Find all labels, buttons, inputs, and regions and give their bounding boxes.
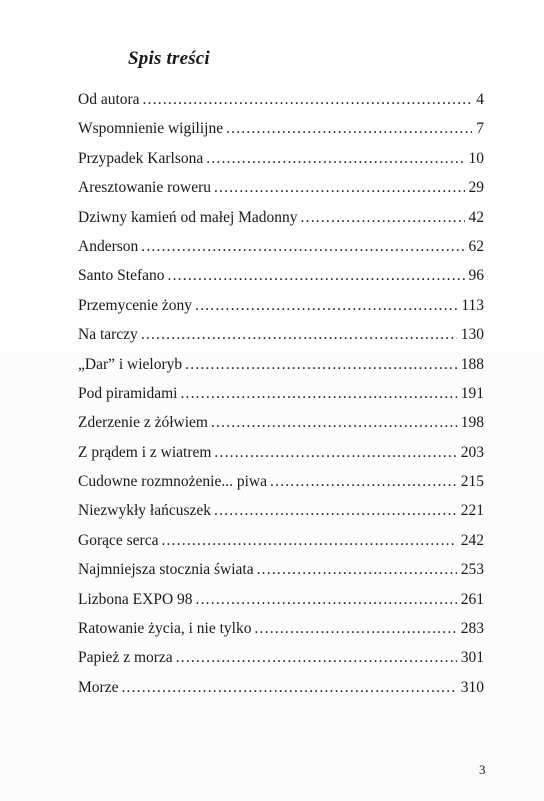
toc-entry-page: 242 <box>460 531 484 549</box>
toc-entry-title: Morze <box>78 678 119 696</box>
toc-entry-page: 42 <box>468 208 484 226</box>
toc-entry-page: 10 <box>468 149 484 167</box>
toc-entry-title: Najmniejsza stocznia świata <box>78 561 254 579</box>
toc-entry-title: Niezwykły łańcuszek <box>78 502 211 520</box>
toc-entry-title: Zderzenie z żółwiem <box>78 414 208 432</box>
toc-entry <box>78 173 484 202</box>
dot-leader <box>206 144 464 173</box>
dot-leader <box>254 614 456 643</box>
dot-leader <box>121 673 456 702</box>
toc-entry-page: 130 <box>460 326 484 344</box>
toc-entry <box>78 261 484 290</box>
toc-entry <box>78 614 484 643</box>
toc-entry <box>78 438 484 467</box>
toc-entry <box>78 232 484 261</box>
page-number: 3 <box>479 762 486 777</box>
toc-entry-title: Dziwny kamień od małej Madonny <box>78 208 298 226</box>
toc-entry-title: „Dar” i wieloryb <box>78 355 183 373</box>
toc-entry-page: 29 <box>468 179 484 197</box>
dot-leader <box>185 350 457 379</box>
toc-entry-page: 96 <box>468 267 484 285</box>
toc-entry-page: 203 <box>460 443 484 461</box>
toc-entry <box>78 643 484 672</box>
toc-entry-title: Przypadek Karlsona <box>78 149 204 167</box>
toc-entry-page: 301 <box>460 649 484 667</box>
toc-entry-title: Pod piramidami <box>78 384 178 402</box>
toc-entry <box>78 85 484 114</box>
toc-entry <box>78 496 484 525</box>
dot-leader <box>168 261 465 290</box>
toc-entry <box>78 526 484 555</box>
toc-entry-title: Z prądem i z wiatrem <box>78 443 212 461</box>
toc-entry <box>78 114 484 143</box>
toc-entry <box>78 673 484 702</box>
toc-entry-page: 113 <box>461 296 484 314</box>
toc-entry <box>78 555 484 584</box>
toc-entry-title: Od autora <box>78 91 140 108</box>
toc-entry-title: Gorące serca <box>78 531 159 549</box>
toc-entry-page: 261 <box>460 590 484 608</box>
dot-leader <box>270 467 457 496</box>
toc-entry-title: Cudowne rozmnożenie... piwa <box>78 473 267 491</box>
toc-entry-title: Santo Stefano <box>78 267 165 285</box>
dot-leader <box>141 232 464 261</box>
toc-entry <box>78 350 484 379</box>
toc-entry <box>78 467 484 496</box>
table-of-contents <box>78 85 484 702</box>
toc-entry <box>78 203 484 232</box>
dot-leader <box>195 291 457 320</box>
dot-leader <box>211 408 457 437</box>
toc-entry-page: 221 <box>460 502 484 520</box>
dot-leader <box>214 173 465 202</box>
toc-entry-page: 191 <box>460 384 484 402</box>
dot-leader <box>196 585 457 614</box>
toc-entry-page: 188 <box>460 355 484 373</box>
toc-entry-page: 253 <box>460 561 484 579</box>
toc-entry-title: Ratowanie życia, i nie tylko <box>78 620 252 638</box>
toc-entry-page: 62 <box>468 237 484 255</box>
dot-leader <box>161 526 456 555</box>
toc-entry-title: Przemycenie żony <box>78 296 193 314</box>
dot-leader <box>214 496 457 525</box>
toc-entry-page: 283 <box>460 620 484 638</box>
toc-entry-title: Aresztowanie roweru <box>78 179 211 197</box>
toc-entry <box>78 144 484 173</box>
toc-entry-title: Anderson <box>78 237 139 255</box>
dot-leader <box>257 555 457 584</box>
toc-entry <box>78 585 484 614</box>
toc-entry-page: 7 <box>476 120 484 138</box>
toc-entry-page: 215 <box>460 473 484 491</box>
toc-entry-page: 310 <box>460 678 484 696</box>
dot-leader <box>214 438 456 467</box>
toc-entry-title: Wspomnienie wigilijne <box>78 120 224 138</box>
dot-leader <box>176 643 457 672</box>
toc-entry <box>78 291 484 320</box>
dot-leader <box>301 203 465 232</box>
toc-entry-title: Lizbona EXPO 98 <box>78 590 193 608</box>
page-title: Spis treści <box>128 48 210 69</box>
toc-entry <box>78 408 484 437</box>
dot-leader <box>141 320 457 349</box>
toc-entry-title: Papież z morza <box>78 649 173 667</box>
dot-leader <box>143 85 473 114</box>
dot-leader <box>180 379 456 408</box>
toc-entry-page: 4 <box>476 91 484 108</box>
toc-entry-page: 198 <box>460 414 484 432</box>
toc-entry <box>78 320 484 349</box>
dot-leader <box>226 114 472 143</box>
toc-entry <box>78 379 484 408</box>
toc-entry-title: Na tarczy <box>78 326 138 344</box>
